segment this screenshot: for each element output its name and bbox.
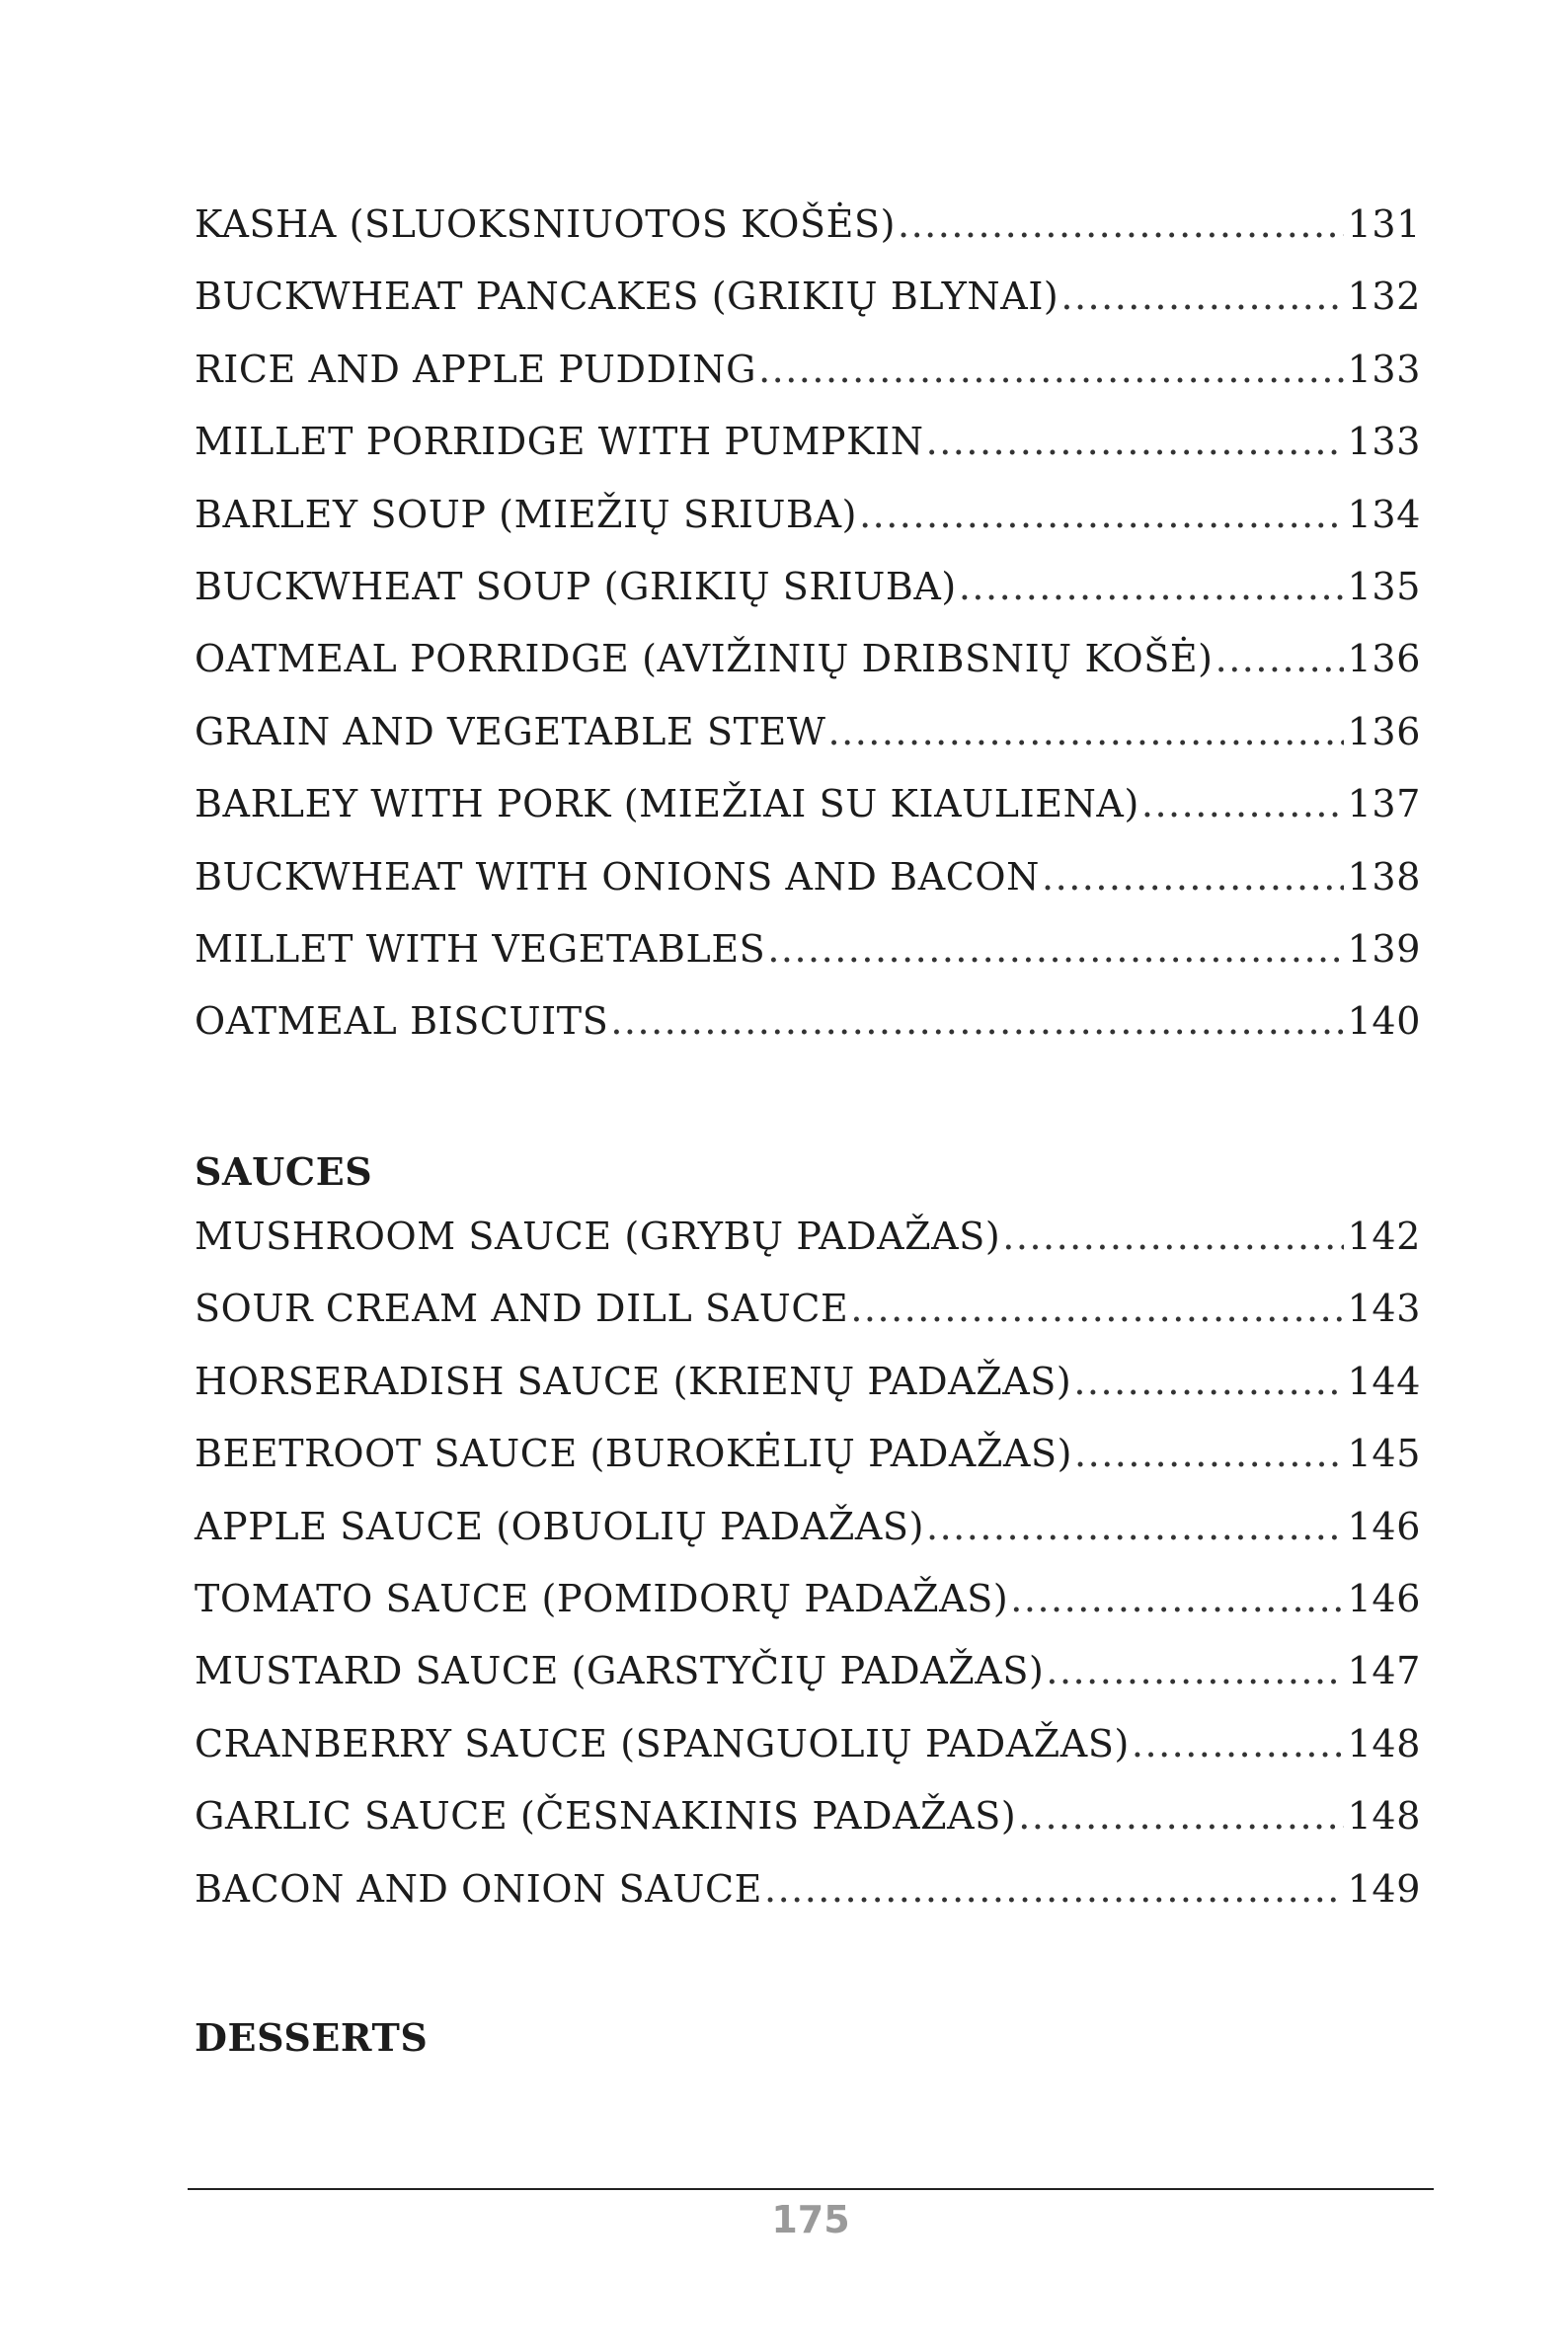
dot-leader <box>859 493 1344 536</box>
toc-entry-page: 140 <box>1347 999 1421 1044</box>
dot-leader <box>1215 637 1344 680</box>
toc-entry-title: BARLEY SOUP (MIEŽIŲ SRIUBA) <box>195 492 858 536</box>
toc-entry-title: BUCKWHEAT SOUP (GRIKIŲ SRIUBA) <box>195 564 957 608</box>
toc-entry-page: 148 <box>1347 1721 1421 1765</box>
toc-entry[interactable] <box>195 202 1421 274</box>
toc-entry-page: 148 <box>1347 1794 1421 1839</box>
dot-leader <box>1074 1432 1344 1475</box>
toc-group-sauces <box>195 1215 1421 1939</box>
toc-entry-page: 139 <box>1347 926 1421 971</box>
toc-entry[interactable] <box>195 1360 1421 1432</box>
toc-entry-title: OATMEAL BISCUITS <box>195 999 609 1044</box>
toc-entry-page: 145 <box>1347 1432 1421 1476</box>
toc-entry-title: BEETROOT SAUCE (BUROKĖLIŲ PADAŽAS) <box>195 1432 1073 1476</box>
toc-entry-title: RICE AND APPLE PUDDING <box>195 347 757 391</box>
toc-entry-title: OATMEAL PORRIDGE (AVIŽINIŲ DRIBSNIŲ KOŠĖ) <box>195 637 1214 681</box>
dot-leader <box>1042 855 1344 899</box>
toc-entry-title: GRAIN AND VEGETABLE STEW <box>195 709 826 753</box>
toc-entry[interactable] <box>195 710 1421 782</box>
dot-leader <box>764 1867 1344 1911</box>
toc-entry-page: 133 <box>1347 420 1421 464</box>
dot-leader <box>1060 274 1343 318</box>
page-number: 175 <box>771 2198 850 2241</box>
toc-entry-page: 146 <box>1347 1504 1421 1548</box>
dot-leader <box>959 565 1344 608</box>
toc-entry-title: MILLET WITH VEGETABLES <box>195 926 766 971</box>
section-heading-sauces: SAUCES <box>195 1149 373 1194</box>
section-heading-desserts: DESSERTS <box>195 2015 429 2060</box>
toc-entry[interactable] <box>195 1649 1421 1721</box>
toc-entry[interactable] <box>195 420 1421 492</box>
toc-entry-title: APPLE SAUCE (OBUOLIŲ PADAŽAS) <box>195 1504 924 1548</box>
toc-entry-page: 149 <box>1347 1866 1421 1911</box>
toc-entry-title: KASHA (SLUOKSNIUOTOS KOŠĖS) <box>195 202 896 246</box>
toc-entry-page: 147 <box>1347 1649 1421 1693</box>
toc-entry[interactable] <box>195 855 1421 927</box>
toc-entry[interactable] <box>195 493 1421 565</box>
dot-leader <box>1046 1649 1343 1692</box>
toc-entry-page: 136 <box>1347 709 1421 753</box>
toc-entry-page: 134 <box>1347 492 1421 536</box>
toc-entry[interactable] <box>195 1215 1421 1287</box>
toc-entry[interactable] <box>195 1794 1421 1866</box>
toc-entry-title: BUCKWHEAT WITH ONIONS AND BACON <box>195 854 1041 899</box>
toc-entry-page: 142 <box>1347 1215 1421 1258</box>
toc-entry-page: 132 <box>1347 274 1421 319</box>
toc-entry-page: 133 <box>1347 347 1421 391</box>
dot-leader <box>926 420 1344 463</box>
toc-entry-title: BUCKWHEAT PANCAKES (GRIKIŲ BLYNAI) <box>195 274 1059 319</box>
dot-leader <box>1141 782 1344 825</box>
toc-entry-title: MILLET PORRIDGE WITH PUMPKIN <box>195 420 924 464</box>
toc-entry[interactable] <box>195 782 1421 854</box>
toc-entry[interactable] <box>195 1867 1421 1939</box>
dot-leader <box>1010 1577 1343 1620</box>
toc-group-grains <box>195 202 1421 1072</box>
toc-entry-page: 143 <box>1347 1287 1421 1331</box>
toc-entry[interactable] <box>195 348 1421 420</box>
toc-entry[interactable] <box>195 274 1421 347</box>
toc-entry-title: GARLIC SAUCE (ČESNAKINIS PADAŽAS) <box>195 1794 1017 1839</box>
dot-leader <box>926 1505 1344 1548</box>
toc-entry-page: 146 <box>1347 1576 1421 1620</box>
dot-leader <box>1132 1722 1344 1765</box>
toc-entry[interactable] <box>195 1287 1421 1359</box>
toc-entry-title: TOMATO SAUCE (POMIDORŲ PADAŽAS) <box>195 1576 1009 1620</box>
footer-rule <box>188 2188 1434 2190</box>
toc-entry-title: HORSERADISH SAUCE (KRIENŲ PADAŽAS) <box>195 1359 1072 1403</box>
toc-entry[interactable] <box>195 565 1421 637</box>
dot-leader <box>1018 1794 1343 1838</box>
toc-entry[interactable] <box>195 927 1421 999</box>
toc-entry[interactable] <box>195 999 1421 1071</box>
dot-leader <box>1073 1360 1343 1403</box>
toc-entry-page: 135 <box>1347 564 1421 608</box>
toc-entry[interactable] <box>195 1432 1421 1504</box>
toc-entry-page: 131 <box>1347 202 1421 246</box>
toc-entry-page: 138 <box>1347 854 1421 899</box>
toc-entry[interactable] <box>195 637 1421 709</box>
toc-entry-page: 137 <box>1347 782 1421 826</box>
toc-entry-title: BARLEY WITH PORK (MIEŽIAI SU KIAULIENA) <box>195 782 1139 826</box>
dot-leader <box>610 999 1343 1043</box>
toc-entry-title: CRANBERRY SAUCE (SPANGUOLIŲ PADAŽAS) <box>195 1721 1130 1765</box>
dot-leader <box>758 348 1344 391</box>
toc-entry-page: 144 <box>1347 1359 1421 1403</box>
toc-entry-title: BACON AND ONION SAUCE <box>195 1866 762 1911</box>
toc-entry-title: MUSTARD SAUCE (GARSTYČIŲ PADAŽAS) <box>195 1649 1045 1693</box>
toc-entry[interactable] <box>195 1505 1421 1577</box>
toc-entry-title: SOUR CREAM AND DILL SAUCE <box>195 1287 849 1331</box>
toc-entry-title: MUSHROOM SAUCE (GRYBŲ PADAŽAS) <box>195 1215 1001 1258</box>
dot-leader <box>767 927 1343 971</box>
dot-leader <box>850 1287 1343 1330</box>
toc-entry[interactable] <box>195 1722 1421 1794</box>
toc-entry-page: 136 <box>1347 637 1421 681</box>
dot-leader <box>828 710 1344 753</box>
dot-leader <box>898 202 1344 246</box>
toc-entry[interactable] <box>195 1577 1421 1649</box>
dot-leader <box>1002 1215 1343 1258</box>
